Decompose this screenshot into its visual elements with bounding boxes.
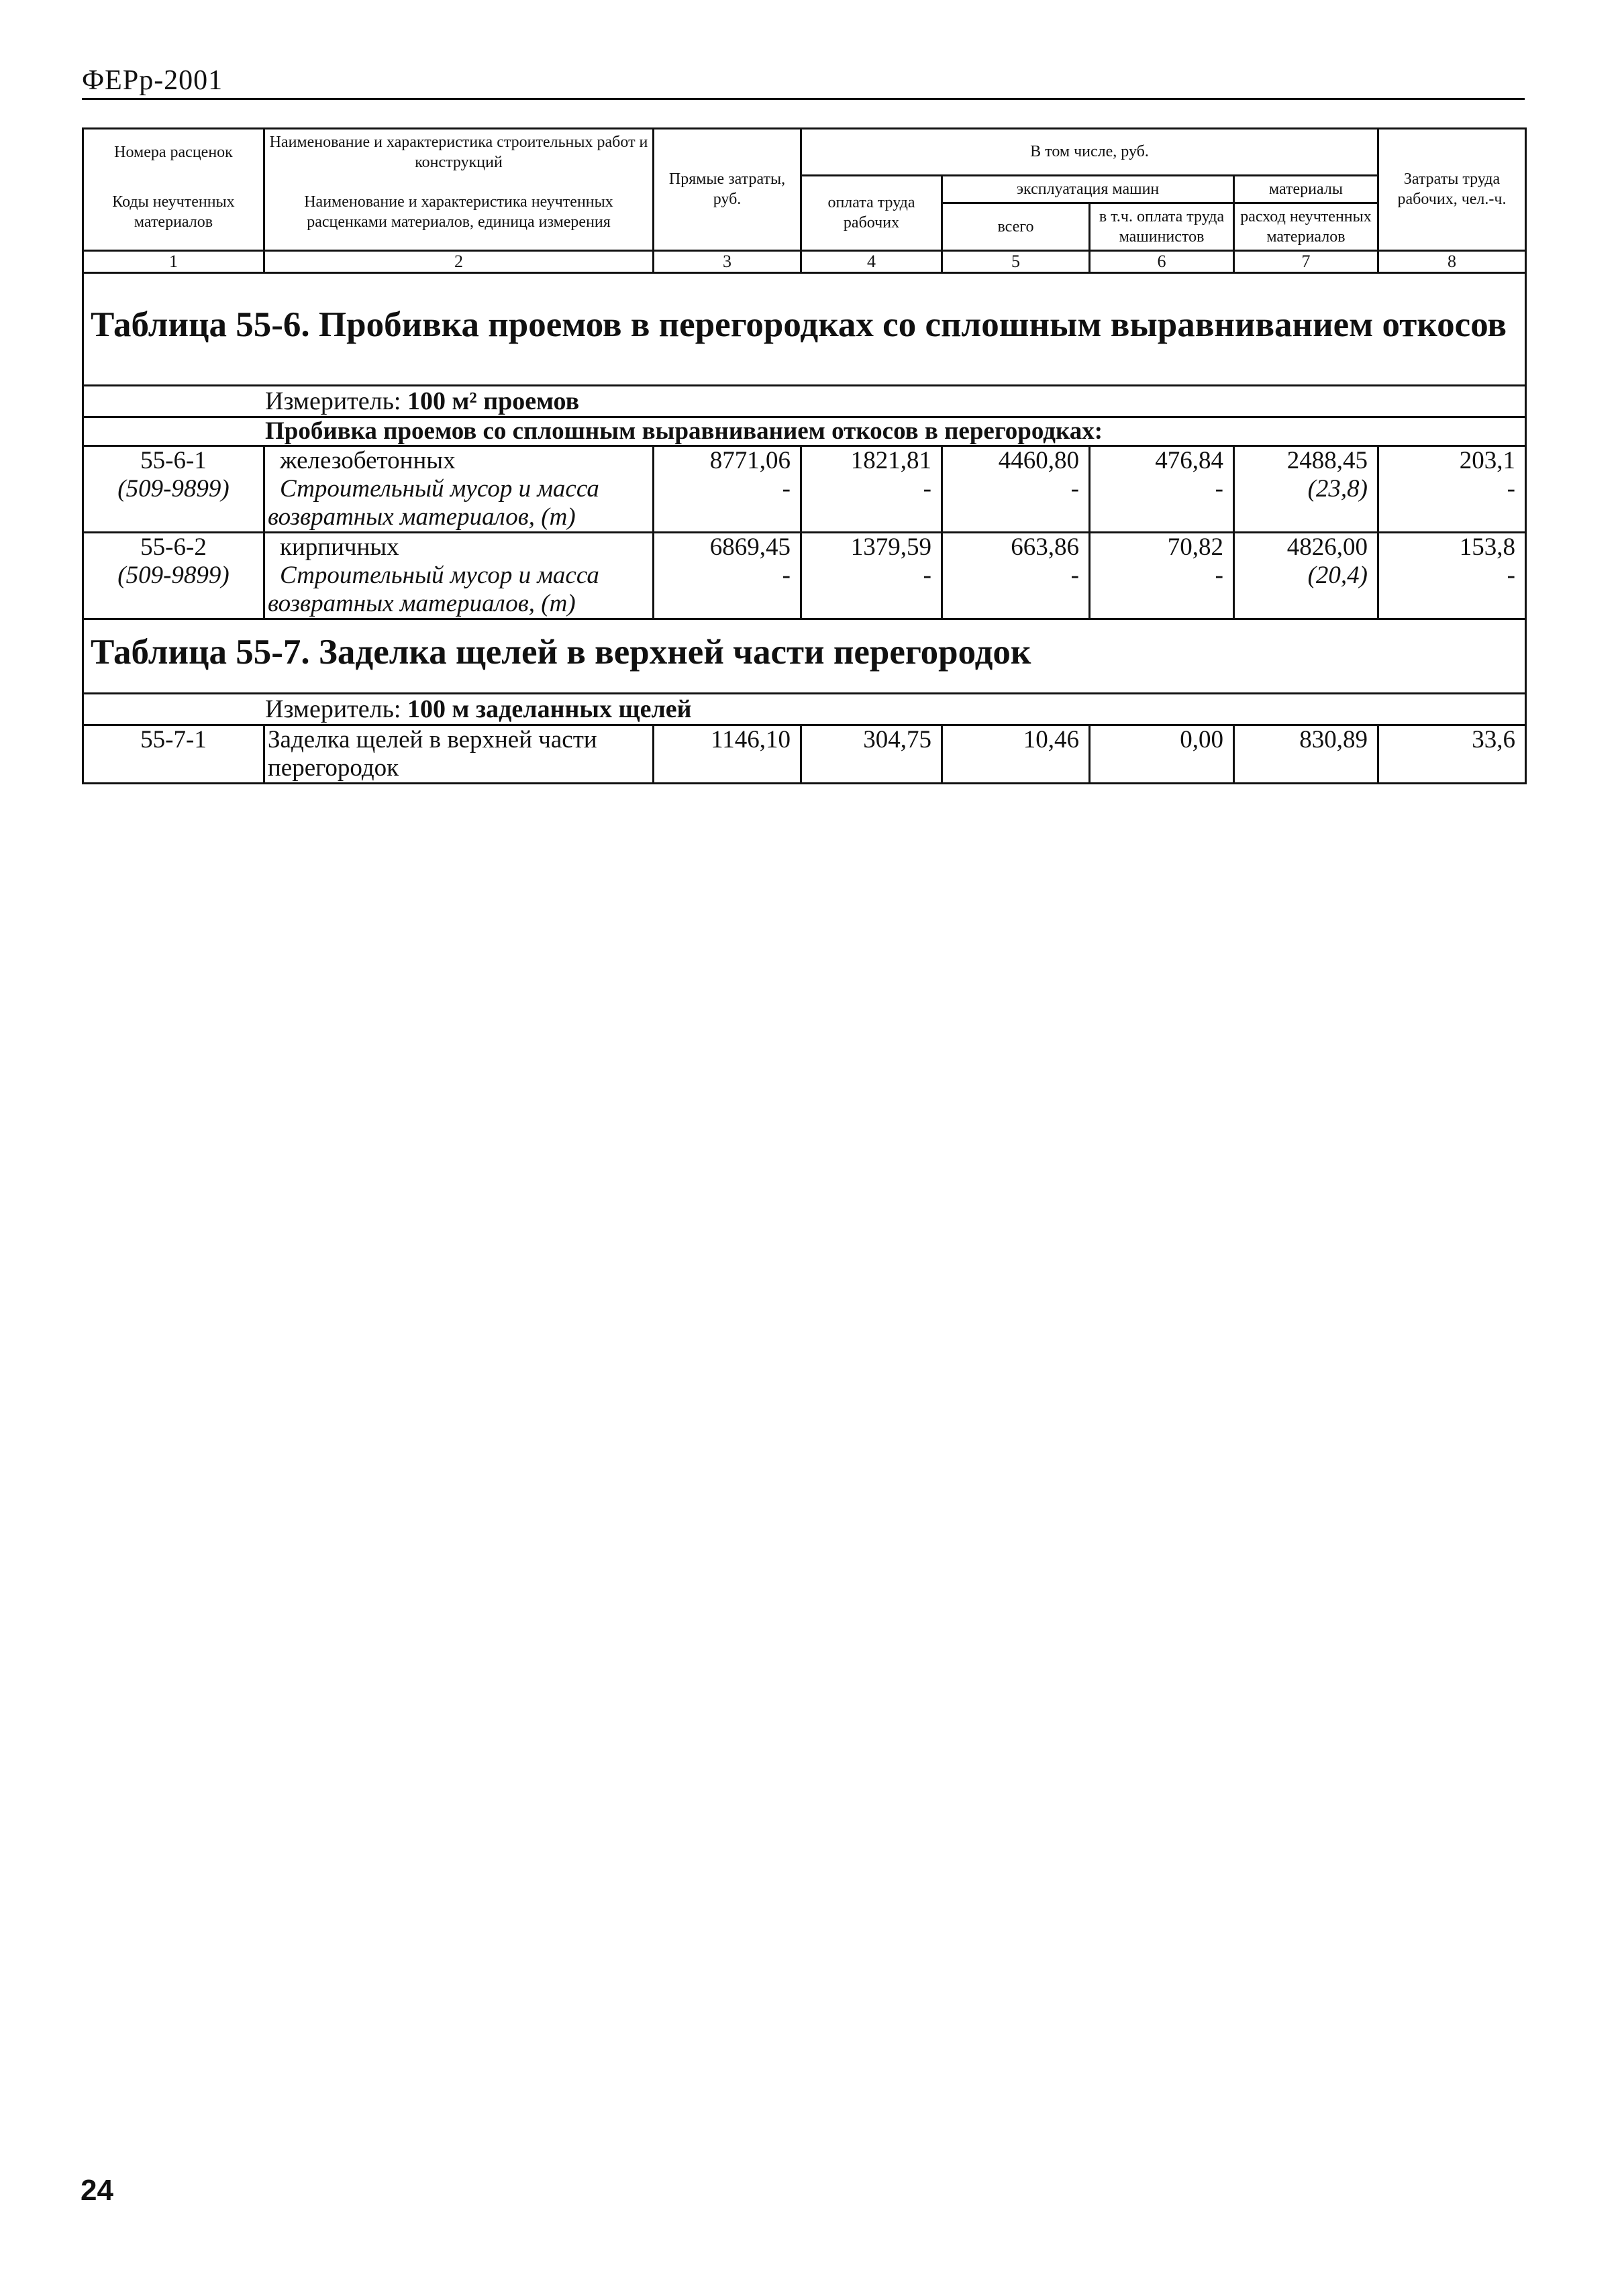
column-numbers-row <box>83 250 1526 272</box>
table-55-6-measure <box>83 385 1526 417</box>
table-row-material <box>83 475 1526 533</box>
direct-cost: 8771,06 <box>654 446 801 475</box>
table-55-6-measure-row <box>83 385 1526 417</box>
machines-total: 4460,80 <box>942 446 1090 475</box>
material-name <box>264 475 654 533</box>
col1-header-bottom: Коды неучтенных материалов <box>83 175 264 250</box>
machinist-pay: 0,00 <box>1090 725 1234 783</box>
col5-header: всего <box>942 203 1090 250</box>
col2-header-top: Наименование и характеристика строительных работ и конструкций <box>264 129 654 176</box>
machines-total: 10,46 <box>942 725 1090 783</box>
rate-name <box>264 725 654 783</box>
rate-code: 55-7-1 <box>83 725 264 783</box>
machinist-pay: - <box>1090 562 1234 619</box>
machinist-pay: 70,82 <box>1090 532 1234 562</box>
machines-total: - <box>942 475 1090 533</box>
machines-header: эксплуатация машин <box>942 175 1234 203</box>
labor-hours: 203,1 <box>1378 446 1526 475</box>
header-row-2 <box>83 175 1526 203</box>
labor-pay: - <box>801 475 942 533</box>
labor-pay: 1821,81 <box>801 446 942 475</box>
materials-consumption: (20,4) <box>1234 562 1378 619</box>
table-55-6-title-cell <box>83 272 1526 385</box>
machinist-pay: 476,84 <box>1090 446 1234 475</box>
table-row <box>83 532 1526 562</box>
labor-hours: 153,8 <box>1378 532 1526 562</box>
table-55-6-title-row <box>83 272 1526 385</box>
col4-header: оплата труда рабочих <box>801 175 942 250</box>
material-name-line-1: Строительный мусор и масса <box>280 474 599 503</box>
labor-pay: 1379,59 <box>801 532 942 562</box>
materials-consumption: (23,8) <box>1234 475 1378 533</box>
col-num-5: 5 <box>942 250 1090 272</box>
header-row-1 <box>83 129 1526 176</box>
col3-header: Прямые затраты, руб. <box>654 129 801 251</box>
col8-header: Затраты труда рабочих, чел.-ч. <box>1378 129 1526 251</box>
rate-name-line-2: перегородок <box>268 753 399 782</box>
rate-code: 55-6-1 <box>83 446 264 475</box>
rate-name: кирпичных <box>264 532 654 562</box>
col2-header-bottom: Наименование и характеристика неучтенных расценками материалов, единица измерения <box>264 175 654 250</box>
measure-value: 100 м заделанных щелей <box>407 694 692 723</box>
col-num-8: 8 <box>1378 250 1526 272</box>
rate-code: 55-6-2 <box>83 532 264 562</box>
machinist-pay: - <box>1090 475 1234 533</box>
table-55-6-title: Таблица 55-6. Пробивка проемов в перегородках со сплошным выравниванием откосов <box>91 305 1507 344</box>
col-num-2: 2 <box>264 250 654 272</box>
rate-name: железобетонных <box>264 446 654 475</box>
material-name-line-2: возвратных материалов, (т) <box>268 589 576 617</box>
measure-label: Измеритель: <box>265 386 401 415</box>
materials-cost: 2488,45 <box>1234 446 1378 475</box>
table-55-7-title-row <box>83 619 1526 693</box>
table-55-7-title: Таблица 55-7. Заделка щелей в верхней части перегородок <box>91 632 1031 672</box>
machines-total: - <box>942 562 1090 619</box>
col-num-7: 7 <box>1234 250 1378 272</box>
col-num-1: 1 <box>83 250 264 272</box>
table-row-material <box>83 562 1526 619</box>
direct-cost: 1146,10 <box>654 725 801 783</box>
measure-label: Измеритель: <box>265 694 401 723</box>
col-num-3: 3 <box>654 250 801 272</box>
materials-header: материалы <box>1234 175 1378 203</box>
measure-value: 100 м² проемов <box>407 386 580 415</box>
including-header: В том числе, руб. <box>801 129 1378 176</box>
direct-cost: 6869,45 <box>654 532 801 562</box>
material-name <box>264 562 654 619</box>
labor-hours: 33,6 <box>1378 725 1526 783</box>
material-name-line-2: возвратных материалов, (т) <box>268 503 576 531</box>
direct-cost: - <box>654 475 801 533</box>
material-name-line-1: Строительный мусор и масса <box>280 561 599 589</box>
col-num-4: 4 <box>801 250 942 272</box>
direct-cost: - <box>654 562 801 619</box>
material-code: (509-9899) <box>83 475 264 533</box>
col1-header-top: Номера расценок <box>83 129 264 176</box>
table-row <box>83 446 1526 475</box>
labor-hours: - <box>1378 475 1526 533</box>
table-55-7-title-cell <box>83 619 1526 693</box>
labor-pay: 304,75 <box>801 725 942 783</box>
material-code: (509-9899) <box>83 562 264 619</box>
table-55-6-group: Пробивка проемов со сплошным выравниванием откосов в перегородках: <box>83 417 1526 446</box>
table-55-7-measure <box>83 693 1526 725</box>
materials-cost: 830,89 <box>1234 725 1378 783</box>
rates-table <box>82 127 1527 784</box>
table-55-6-group-row <box>83 417 1526 446</box>
page-number: 24 <box>81 2174 113 2207</box>
header-rule <box>82 98 1525 100</box>
labor-hours: - <box>1378 562 1526 619</box>
labor-pay: - <box>801 562 942 619</box>
materials-cost: 4826,00 <box>1234 532 1378 562</box>
col7-header: расход неучтенных материалов <box>1234 203 1378 250</box>
table-55-7-measure-row <box>83 693 1526 725</box>
col-num-6: 6 <box>1090 250 1234 272</box>
machines-total: 663,86 <box>942 532 1090 562</box>
document-header: ФЕРр-2001 <box>82 65 223 96</box>
table-row <box>83 725 1526 783</box>
rate-name-line-1: Заделка щелей в верхней части <box>268 725 597 753</box>
col6-header: в т.ч. оплата труда машинистов <box>1090 203 1234 250</box>
